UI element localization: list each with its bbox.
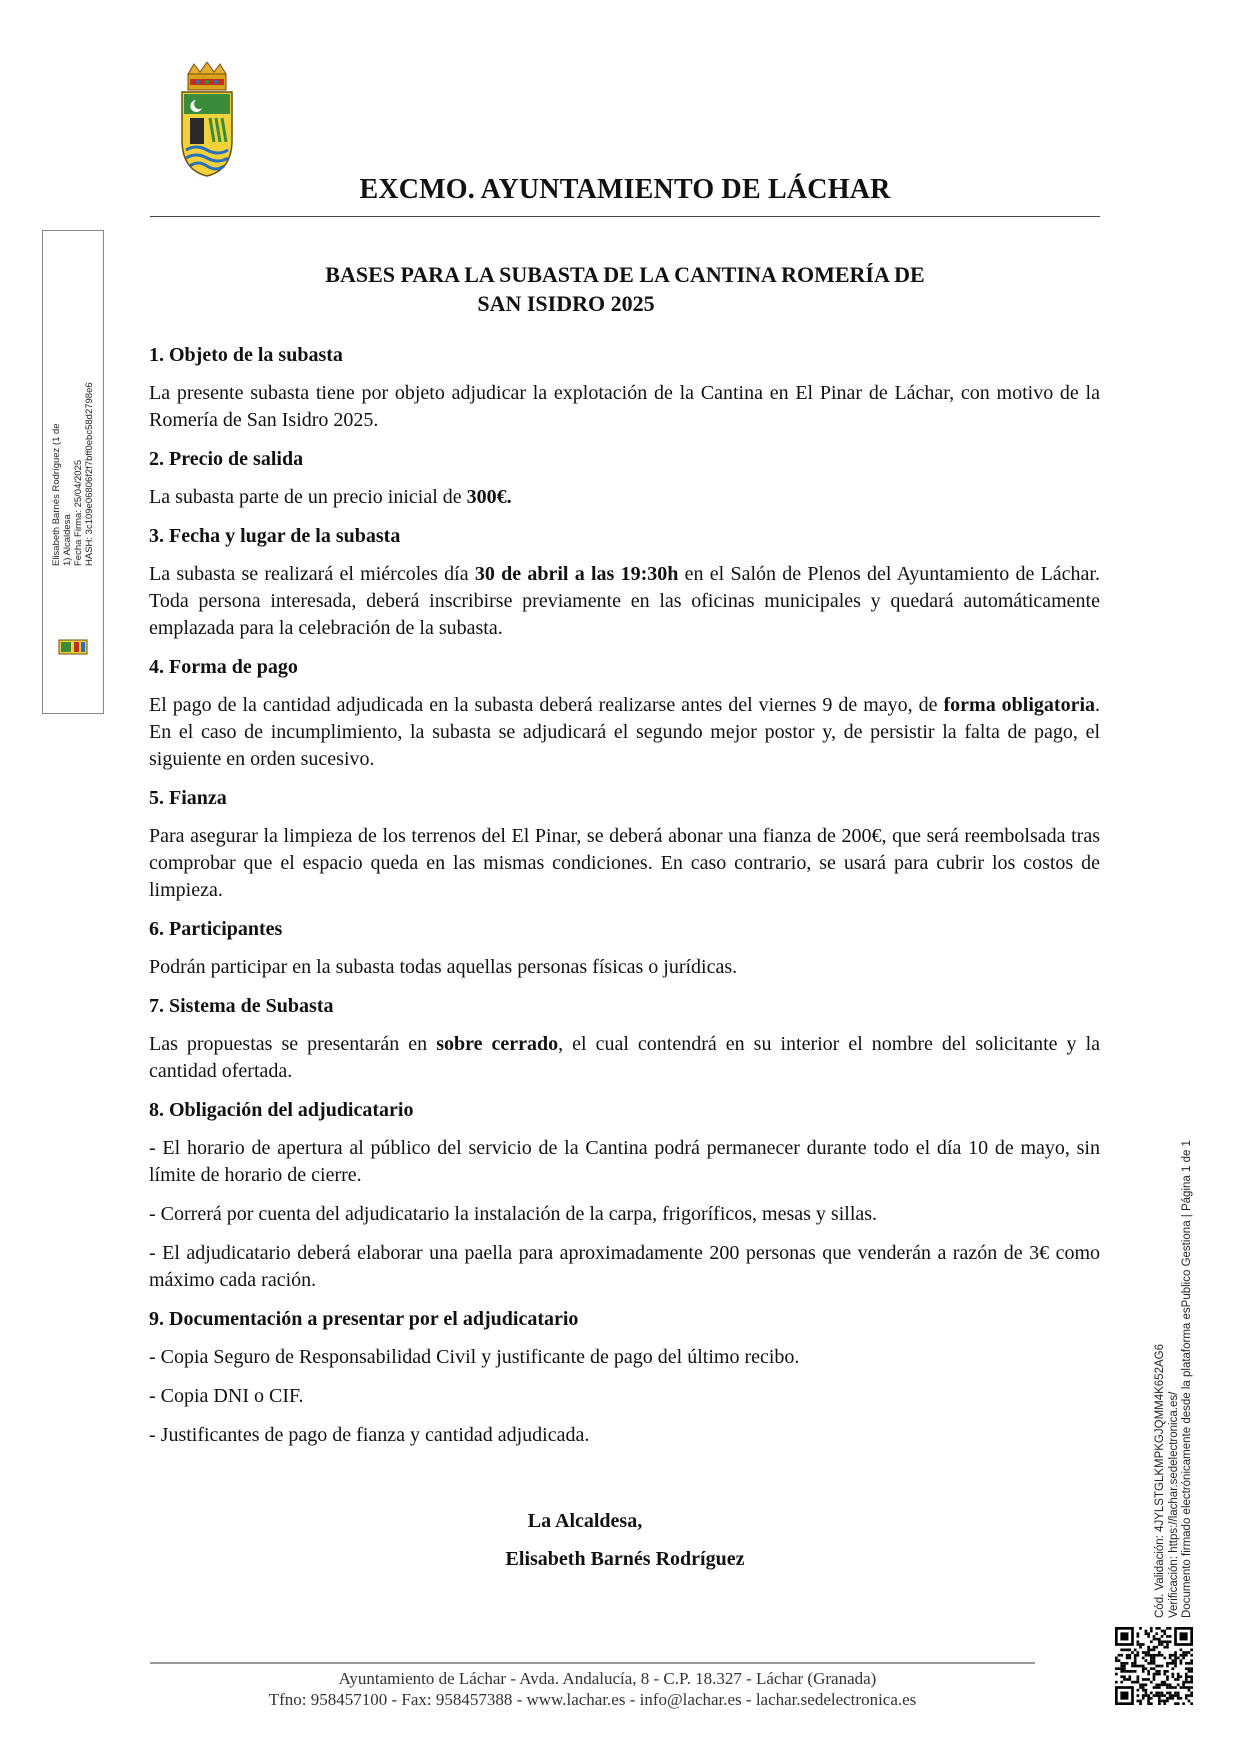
footer-address: Ayuntamiento de Láchar - Avda. Andalucía, 8 - C.P. 18.327 - Láchar (Granada) [338,1669,877,1688]
section-paragraph [149,1240,1100,1294]
stamp-line: Fecha Firma: 25/04/2025 [73,459,84,566]
section-paragraph [149,1031,1100,1085]
section-paragraph [149,561,1100,642]
section-heading: 1. Objeto de la subasta [149,344,343,366]
paragraph-text: - Justificantes de pago de fianza y cantidad adjudicada. [149,1424,590,1446]
footer [150,1668,1035,1710]
section-paragraph [149,692,1100,773]
organization-title: EXCMO. AYUNTAMIENTO DE LÁCHAR [359,174,891,205]
paragraph-text: El pago de la cantidad adjudicada en la subasta deberá realizarse antes del viernes 9 de mayo, de [149,694,944,716]
qr-code-icon [1115,1627,1193,1705]
paragraph-text: - Copia DNI o CIF. [149,1385,304,1407]
signature-stamp-text [51,266,95,566]
paragraph-bold-text: forma obligatoria [943,694,1096,716]
paragraph-bold-text: 300€. [466,486,512,508]
header-divider [150,216,1100,217]
document-title-line1: BASES PARA LA SUBASTA DE LA CANTINA ROMERÍA DE [325,262,925,287]
section-paragraph [149,380,1100,434]
section-heading: 4. Forma de pago [149,656,298,678]
paragraph-text: La presente subasta tiene por objeto adjudicar la explotación de la Cantina en El Pinar de Láchar, con motivo de la Romería de San Isidro 2025. [149,382,1100,431]
stamp-line: Elisabeth Barnés Rodríguez (1 de [51,423,62,566]
signature-name: Elisabeth Barnés Rodríguez [505,1548,745,1570]
paragraph-text: , el cual contendrá en su interior el nombre del solicitante y la cantidad ofertada. [149,1033,1100,1082]
paragraph-text: - El adjudicatario deberá elaborar una paella para aproximadamente 200 personas que venderán a razón de 3€ como máximo cada ración. [149,1242,1100,1291]
paragraph-text: Podrán participar en la subasta todas aquellas personas físicas o jurídicas. [149,956,738,978]
section-heading: 7. Sistema de Subasta [149,995,334,1017]
verification-text [1154,1058,1195,1618]
paragraph-text: - Correrá por cuenta del adjudicatario la instalación de la carpa, frigoríficos, mesas y sillas. [149,1203,878,1225]
paragraph-text: Las propuestas se presentarán en [149,1033,437,1055]
section-heading: 3. Fecha y lugar de la subasta [149,525,401,547]
footer-contact: Tfno: 958457100 - Fax: 958457388 - www.lachar.es - info@lachar.es - lachar.sedelectronica.es [268,1690,917,1709]
paragraph-text: Para asegurar la limpieza de los terrenos del El Pinar, se deberá abonar una fianza de 200€, que será reembolsada tras comprobar que el espacio queda en las mismas condiciones. En caso contrario, se usará para cubrir los costos de limpieza. [149,825,1100,901]
section-paragraph [149,1135,1100,1189]
signature-role: La Alcaldesa, [527,1510,643,1532]
section-paragraph [149,1344,1100,1371]
section-paragraph [149,954,1100,981]
verification-line: Documento firmado electrónicamente desde la plataforma esPublico Gestiona | Página 1 de 1 [1181,1140,1193,1618]
document-title [150,260,1100,318]
section-paragraph [149,484,1100,511]
section-heading: 9. Documentación a presentar por el adjudicatario [149,1308,579,1330]
section-paragraph [149,823,1100,904]
paragraph-text: La subasta parte de un precio inicial de [149,486,467,508]
paragraph-text: - Copia Seguro de Responsabilidad Civil y justificante de pago del último recibo. [149,1346,800,1368]
stamp-line: HASH: 3c109e06806f2f7bff0ebc58d2798e6 [84,382,95,566]
paragraph-text: en el Salón de Plenos del Ayuntamiento de Láchar. Toda persona interesada, deberá inscribirse previamente en las oficinas municipales y quedará automáticamente emplazada para la celebración de la subasta. [149,563,1100,639]
paragraph-text: . En el caso de incumplimiento, la subasta se adjudicará el segundo mejor postor y, de persistir la falta de pago, el siguiente en orden sucesivo. [149,694,1101,770]
verification-line: Verificación: https://lachar.sedelectronica.es/ [1167,1391,1180,1618]
section-heading: 8. Obligación del adjudicatario [149,1099,414,1121]
mini-coat-of-arms-logo [57,637,89,657]
paragraph-bold-text: sobre cerrado [436,1033,559,1055]
signature-stamp-box [42,230,104,714]
section-heading: 2. Precio de salida [149,448,304,470]
signature-block [150,1502,1100,1578]
coat-of-arms-logo [178,62,236,178]
section-paragraph [149,1422,1100,1449]
paragraph-bold-text: 30 de abril a las 19:30h [474,563,679,585]
section-heading: 5. Fianza [149,787,227,809]
section-paragraph [149,1201,1100,1228]
stamp-line: 1) Alcaldesa [62,514,73,566]
footer-divider [150,1662,1035,1664]
document-title-line2: SAN ISIDRO 2025 [477,291,655,316]
verification-line: Cód. Validación: 4JYLSTGLKMPKGJQMM4K652AG6 [1154,1344,1166,1618]
paragraph-text: - El horario de apertura al público del servicio de la Cantina podrá permanecer durante todo el día 10 de mayo, sin límite de horario de cierre. [149,1137,1100,1186]
section-paragraph [149,1383,1100,1410]
paragraph-text: La subasta se realizará el miércoles día [149,563,475,585]
section-heading: 6. Participantes [149,918,283,940]
document-body [149,342,1100,1461]
